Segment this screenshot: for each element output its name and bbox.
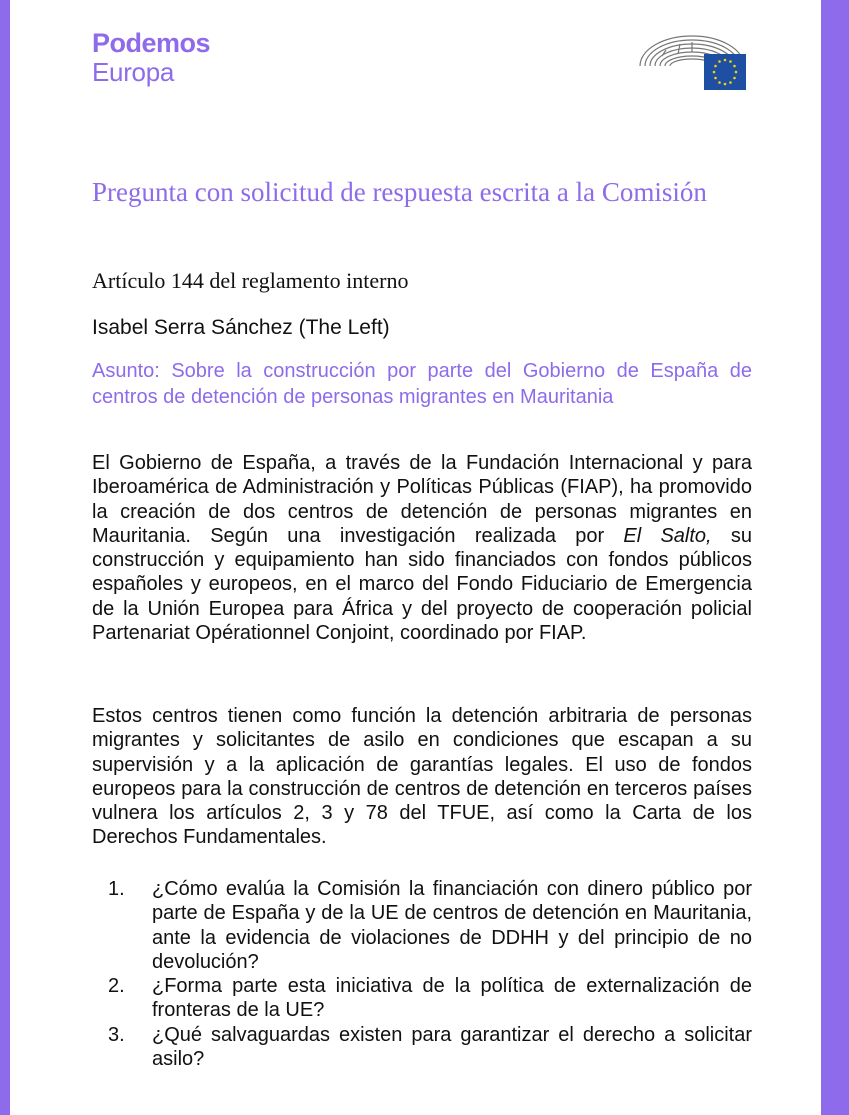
question-text: ¿Forma parte esta iniciativa de la política de externalización de fronteras de la UE? [152,975,752,1022]
subject-line: Asunto: Sobre la construcción por parte del Gobierno de España de centros de detención de personas migrantes en Mauritania [92,360,752,408]
source-name: El Salto, [623,524,712,547]
question-number: 3. [108,1023,125,1046]
question-item [108,1023,752,1072]
question-text: ¿Qué salvaguardas existen para garantizar el derecho a solicitar asilo? [152,1023,752,1071]
right-accent-bar [821,0,849,1115]
question-text: ¿Cómo evalúa la Comisión la financiación con dinero público por parte de España y de la UE de centros de detención en Mauritania, ante la evidencia de violaciones de DDHH y del principio de no devolución? [152,878,752,973]
author-name: Isabel Serra Sánchez (The Left) [92,316,390,339]
question-item [108,877,752,974]
podemos-europa-logo [92,30,210,85]
left-accent-bar [0,0,10,1115]
p1-text-before: El Gobierno de España, a través de la Fundación Internacional y para Iberoamérica de Administración y Políticas Públicas (FIAP), ha promovido la creación de dos centros de detención de personas migrantes en Mauritania. Según una investigación realizada por [92,452,752,547]
eu-flag-icon [704,54,746,90]
p1-text-after: su construcción y equipamiento han sido financiados con fondos públicos españoles y europeos, en el marco del Fondo Fiduciario de Emergencia de la Unión Europea para África y del proyecto de cooperación policial Partenariat Opérationnel Conjoint, coordinado por FIAP. [92,524,753,645]
document-title: Pregunta con solicitud de respuesta escrita a la Comisión [92,177,707,207]
question-item [108,974,752,1023]
regulation-article: Artículo 144 del reglamento interno [92,268,409,293]
logo-line1: Podemos [92,28,211,58]
question-number: 2. [108,975,125,998]
questions-list [108,877,752,1071]
body-paragraph-2: Estos centros tienen como función la detención arbitraria de personas migrantes y solicitantes de asilo en condiciones que escapan a su supervisión y a la aplicación de garantías legales. El uso de fondos europeos para la construcción de centros de detención en terceros países vulnera los artículos 2, 3 y 78 del TFUE, así como la Carta de los Derechos Fundamentales. [92,705,752,849]
european-parliament-logo [632,26,748,92]
logo-line2: Europa [92,57,175,87]
body-paragraph-1 [92,451,752,645]
question-number: 1. [108,878,125,900]
